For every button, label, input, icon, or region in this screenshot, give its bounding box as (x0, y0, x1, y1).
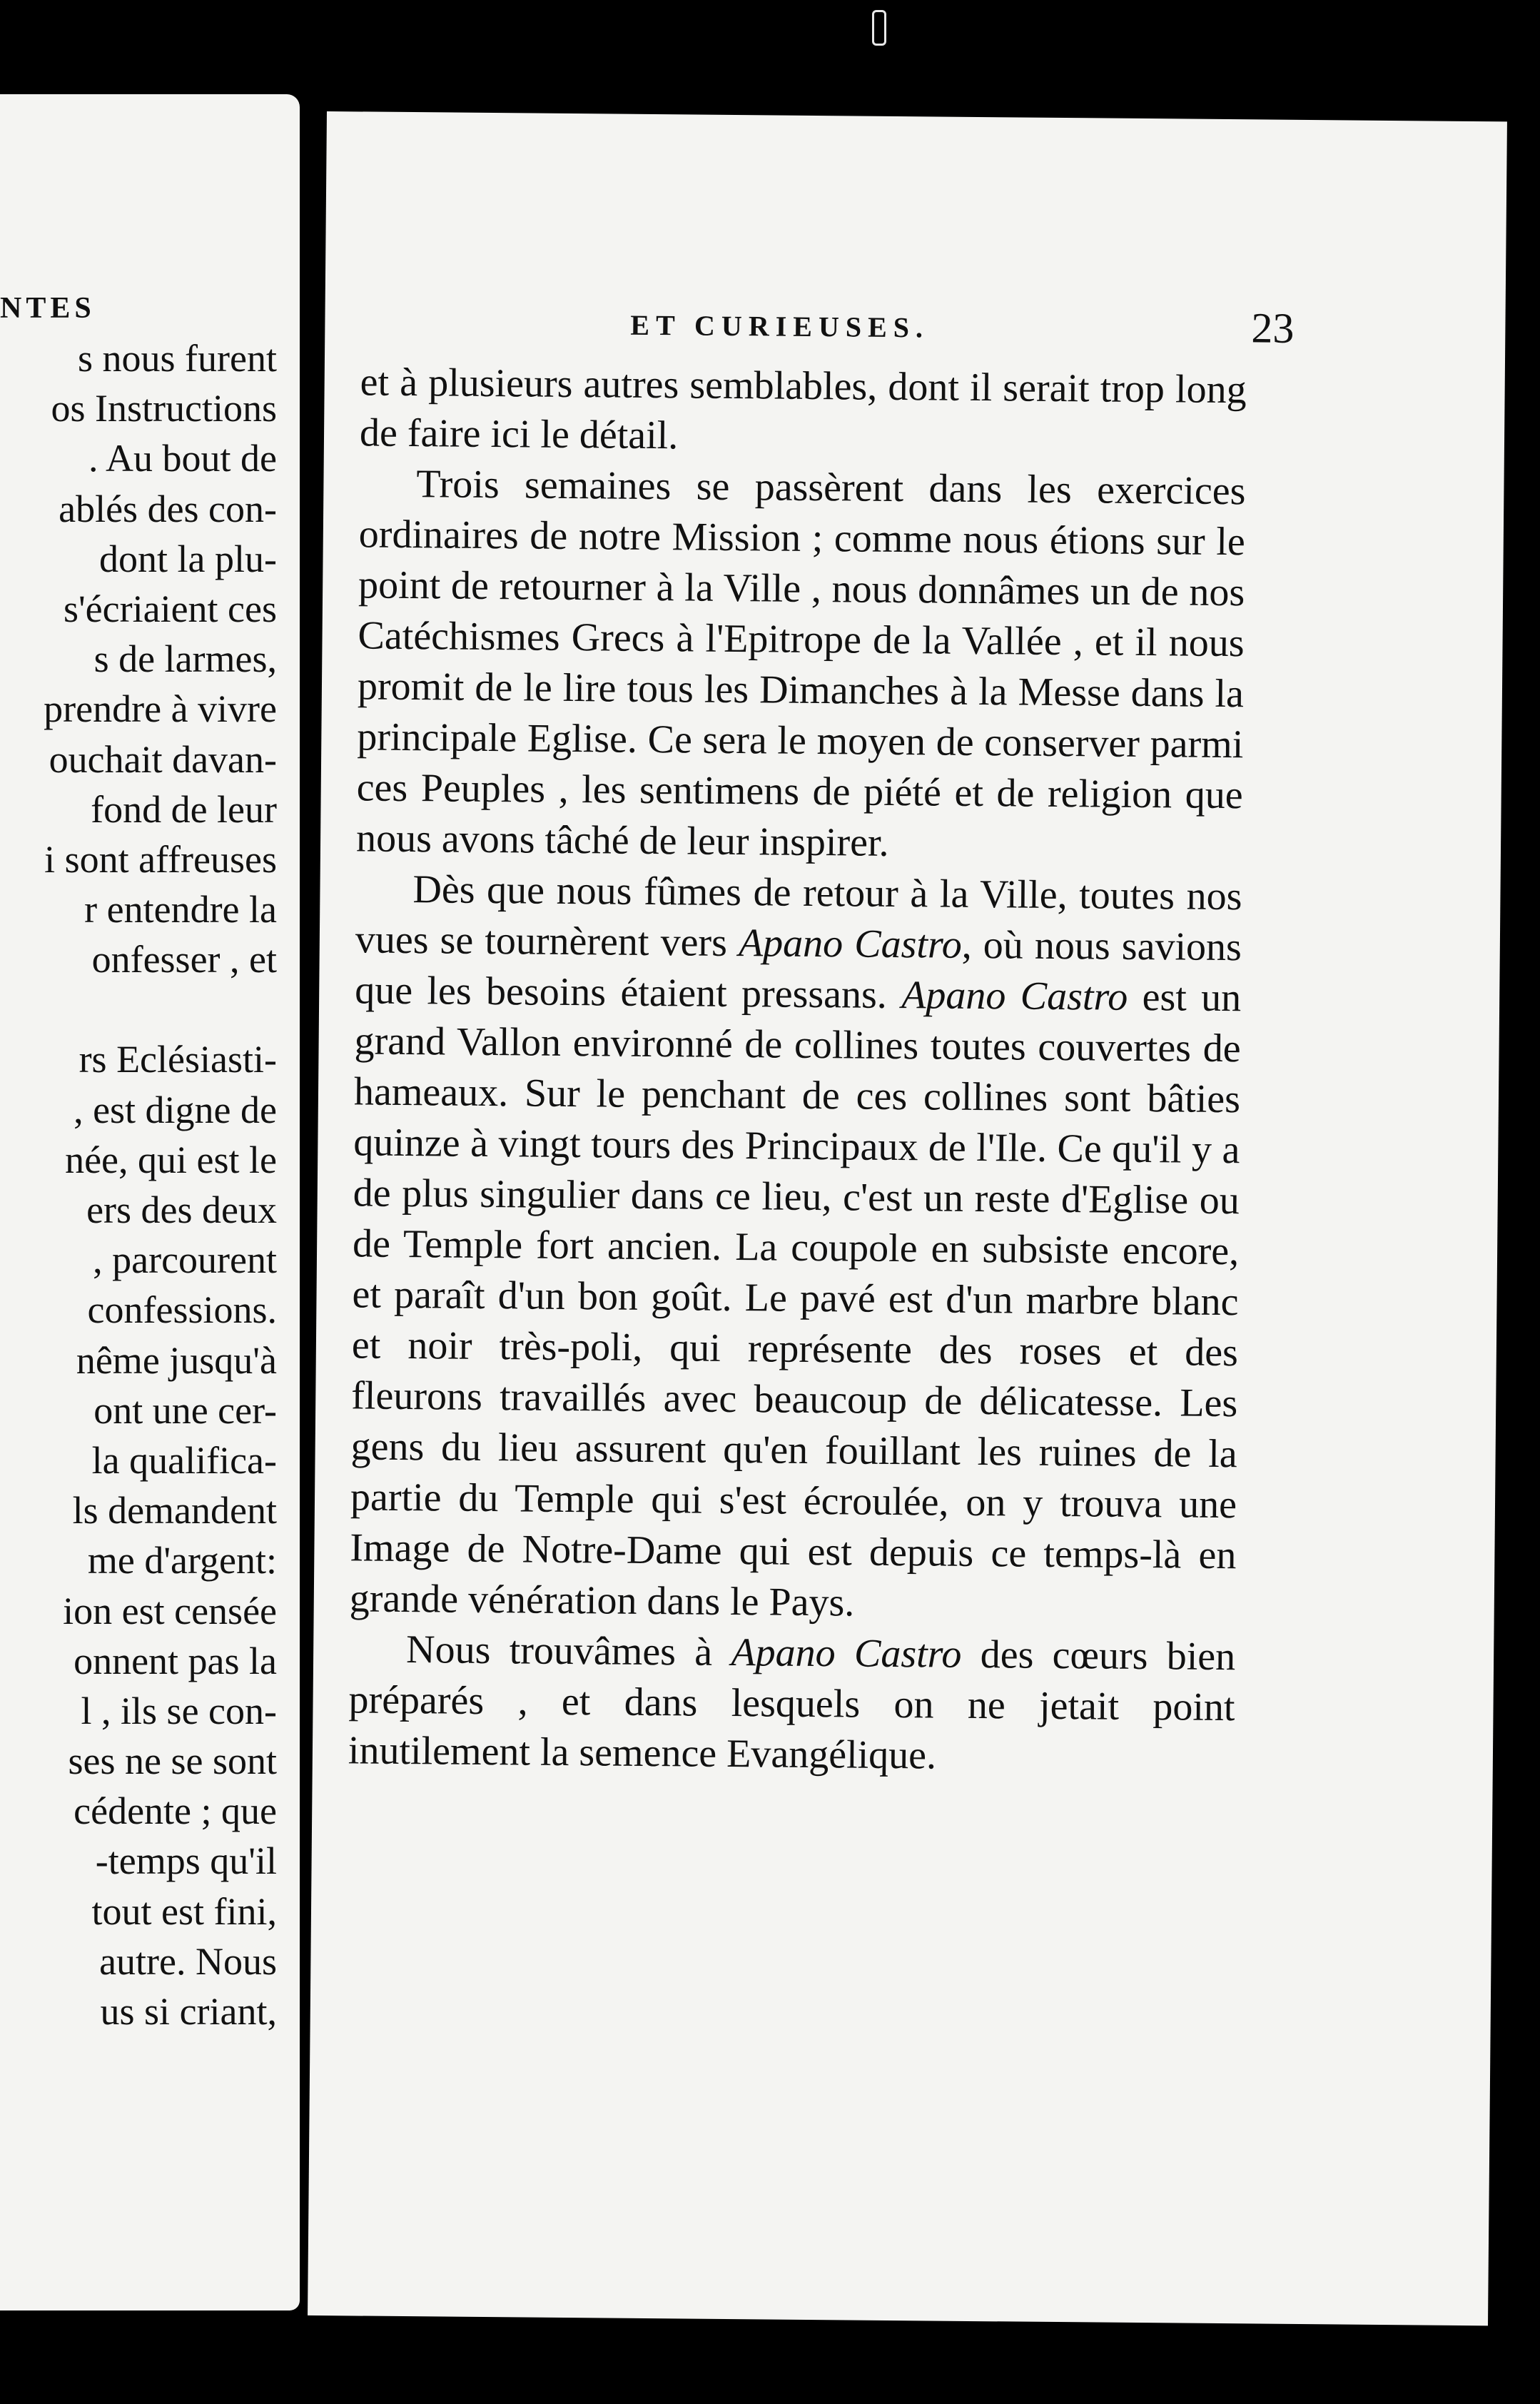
left-text-line: . Au bout de (88, 437, 277, 480)
place-name: Apano Castro (738, 921, 963, 967)
left-text-line: tout est fini, (91, 1889, 277, 1933)
left-text-line: i sont affreuses (44, 837, 277, 881)
left-text-line: s'écriaient ces (63, 587, 277, 630)
left-text-line: s nous furent (78, 337, 277, 380)
left-text-line: dont la plu- (99, 537, 277, 580)
margin-mark (872, 10, 886, 46)
paragraph-1: et à plusieurs autres semblables, dont il serait trop long de faire ici le détail. (359, 360, 1247, 458)
left-text-line: ablés des con- (59, 487, 277, 530)
left-text-line: nême jusqu'à (76, 1338, 277, 1382)
left-running-head: NTES (0, 292, 96, 325)
left-text-line: onnent pas la (74, 1639, 277, 1682)
left-text-line: rs Eclésiasti- (78, 1038, 277, 1081)
left-text-line: us si criant, (100, 1990, 277, 2033)
left-page (0, 94, 300, 2310)
left-text-line: ion est censée (63, 1589, 277, 1632)
body-text (348, 357, 1247, 1784)
left-page-text (0, 333, 277, 2036)
right-page (308, 111, 1507, 2325)
paragraph-3: Dès que nous fûmes de retour à la Ville, toutes nos vues se tournèrent vers Apano Castro, où nous savions que les besoins étaient pressans. Apano Castro est un grand Vallon environné de collines toutes couvertes de hameaux. Sur le penchant de ces collines sont bâties quinze à vingt tours des Principaux de l'Ile. Ce qu'il y a de plus singulier dans ce lieu, c'est un reste d'Eglise ou de Temple fort ancien. La coupole en subsiste encore, et paraît d'un bon goût. Le pavé est d'un marbre blanc et noir très-poli, qui représente des roses et des fleurons travaillés avec beaucoup de délicatesse. Les gens du lieu assurent qu'en fouillant les ruines de la partie du Temple qui s'est écroulée, on y trouva une Image de Notre-Dame qui est depuis ce temps-là en grande vénération dans le Pays. (349, 867, 1242, 1625)
left-text-line: , parcourent (93, 1238, 277, 1282)
page-number: 23 (1251, 304, 1295, 352)
left-text-line: os Instructions (51, 387, 277, 430)
left-text-line: prendre à vivre (44, 687, 277, 731)
left-text-line: cédente ; que (74, 1789, 277, 1833)
left-text-line (0, 984, 277, 1034)
place-name: Apano Castro (901, 973, 1128, 1019)
left-text-line: née, qui est le (65, 1138, 277, 1181)
left-text-line: , est digne de (74, 1088, 277, 1131)
left-text-line: l , ils se con- (81, 1689, 277, 1732)
paragraph-4: Nous trouvâmes à Apano Castro des cœurs bien préparés , et dans lesquels on ne jetait point inutilement la semence Evangélique. (348, 1627, 1236, 1778)
left-text-line: me d'argent: (87, 1539, 277, 1582)
left-text-line: s de larmes, (93, 637, 277, 681)
paragraph-2: Trois semaines se passèrent dans les exercices ordinaires de notre Mission ; comme nous étions sur le point de retourner à la Ville , nous donnâmes un de nos Catéchismes Grecs à l'Epitrope de la Vallée , et il nous promit de le lire tous les Dimanches à la Messe dans la principale Eglise. Ce sera le moyen de conserver parmi ces Peuples , les sentimens de piété et de religion que nous avons tâché de leur inspirer. (355, 462, 1246, 865)
left-text-line: confessions. (87, 1288, 277, 1332)
left-text-line: fond de leur (91, 787, 277, 831)
left-text-line: onfesser , et (91, 938, 277, 981)
left-text-line: ses ne se sont (68, 1739, 277, 1783)
left-text-line: la qualifica- (91, 1438, 277, 1482)
left-text-line: ont une cer- (93, 1388, 277, 1432)
left-text-line: autre. Nous (99, 1939, 277, 1983)
left-text-line: r entendre la (84, 888, 277, 931)
left-text-line: ouchait davan- (49, 737, 277, 781)
left-text-line: -temps qu'il (95, 1839, 277, 1883)
running-head: ET CURIEUSES. (630, 308, 930, 344)
left-text-line: ls demandent (72, 1489, 277, 1532)
left-text-line: ers des deux (86, 1188, 277, 1231)
place-name: Apano Castro (731, 1630, 962, 1677)
